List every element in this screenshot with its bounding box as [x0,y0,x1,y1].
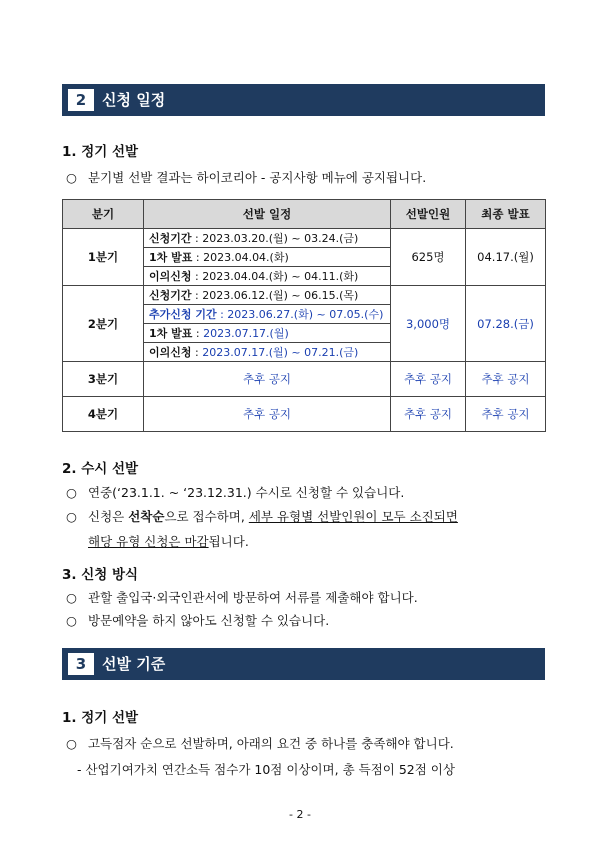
regular-selection-note: ○ 분기별 선발 결과는 하이코리아 - 공지사항 메뉴에 공지됩니다. [66,170,427,185]
criteria-bullet: ○ 고득점자 순으로 선발하며, 아래의 요건 중 하나를 충족해야 합니다. [66,736,454,751]
q3-schedule: 추후 공지 [144,362,391,397]
method-heading: 3. 신청 방식 [62,567,139,583]
table-row [63,229,546,248]
header-quarter: 분기 [63,200,144,229]
criteria-regular-heading: 1. 정기 선발 [62,710,139,726]
section-2-title: 신청 일정 [102,91,166,109]
q1-schedule-item: 신청기간 : 2023.03.20.(월) ~ 03.24.(금) [144,229,391,248]
q3-quarter: 3분기 [63,362,144,397]
header-schedule: 선발 일정 [144,200,391,229]
q1-quarter: 1분기 [63,229,144,286]
section-3-header [62,648,545,680]
q2-schedule-item: 추가신청 기간 : 2023.06.27.(화) ~ 07.05.(수) [144,305,391,324]
q2-final: 07.28.(금) [466,286,546,362]
occasional-bullet-2-cont: 해당 유형 신청은 마감됩니다. [88,534,249,549]
q2-schedule-item: 1차 발표 : 2023.07.17.(월) [144,324,391,343]
q1-schedule-item: 1차 발표 : 2023.04.04.(화) [144,248,391,267]
table-row [63,397,546,432]
q4-headcount: 추후 공지 [391,397,466,432]
table-row [63,362,546,397]
table-header-row [63,200,546,229]
q4-quarter: 4분기 [63,397,144,432]
section-3-title: 선발 기준 [102,655,166,673]
table-row [63,286,546,305]
q1-final: 04.17.(월) [466,229,546,286]
section-2-header [62,84,545,116]
q3-headcount: 추후 공지 [391,362,466,397]
method-bullet-2: ○ 방문예약을 하지 않아도 신청할 수 있습니다. [66,613,330,628]
q3-final: 추후 공지 [466,362,546,397]
occasional-bullet-2: ○ 신청은 선착순으로 접수하며, 세부 유형별 선발인원이 모두 소진되면 [66,509,458,524]
regular-selection-heading: 1. 정기 선발 [62,144,139,160]
q1-headcount: 625명 [391,229,466,286]
q2-quarter: 2분기 [63,286,144,362]
q1-schedule-item: 이의신청 : 2023.04.04.(화) ~ 04.11.(화) [144,267,391,286]
occasional-bullet-1: ○ 연중(‘23.1.1. ~ ‘23.12.31.) 수시로 신청할 수 있습니다. [66,485,405,500]
q4-schedule: 추후 공지 [144,397,391,432]
method-bullet-1: ○ 관할 출입국·외국인관서에 방문하여 서류를 제출해야 합니다. [66,590,418,605]
q4-final: 추후 공지 [466,397,546,432]
schedule-table [62,199,546,432]
section-3-number: 3 [68,653,94,675]
page-number: - 2 - [289,808,311,821]
q2-schedule-item: 이의신청 : 2023.07.17.(월) ~ 07.21.(금) [144,343,391,362]
section-2-number: 2 [68,89,94,111]
header-headcount: 선발인원 [391,200,466,229]
occasional-selection-heading: 2. 수시 선발 [62,461,139,477]
header-final: 최종 발표 [466,200,546,229]
q2-schedule-item: 신청기간 : 2023.06.12.(월) ~ 06.15.(목) [144,286,391,305]
q2-headcount: 3,000명 [391,286,466,362]
criteria-dash-item: - 산업기여가치 연간소득 점수가 10점 이상이며, 총 득점이 52점 이상 [77,762,455,777]
